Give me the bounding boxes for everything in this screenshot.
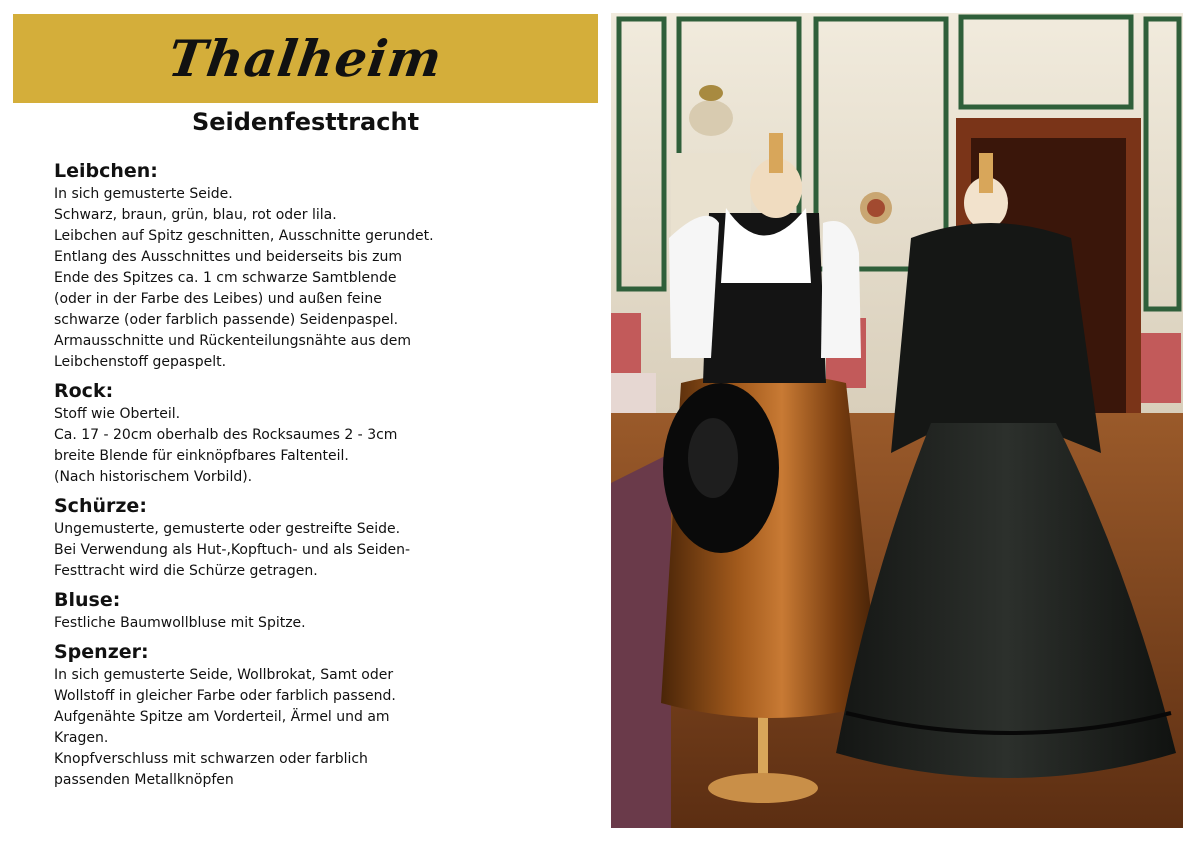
section-heading: Leibchen:: [54, 160, 158, 182]
text-line: In sich gemusterte Seide, Wollbrokat, Samt oder: [54, 667, 394, 683]
page-subtitle: Seidenfesttracht: [191, 108, 420, 136]
text-line: Knopfverschluss mit schwarzen oder farblich: [54, 751, 368, 767]
text-line: passenden Metallknöpfen: [54, 772, 234, 788]
text-line: Bei Verwendung als Hut-,Kopftuch- und als Seiden-: [54, 542, 411, 558]
text-line: breite Blende für einknöpfbares Faltenteil.: [54, 448, 349, 464]
text-line: Ende des Spitzes ca. 1 cm schwarze Samtblende: [54, 270, 397, 286]
text-line: (oder in der Farbe des Leibes) und außen feine: [54, 291, 382, 307]
section-rock: [54, 378, 594, 488]
text-line: Aufgenähte Spitze am Vorderteil, Ärmel und am: [54, 709, 390, 725]
text-line: In sich gemusterte Seide.: [54, 186, 233, 202]
text-line: Ungemusterte, gemusterte oder gestreifte Seide.: [54, 521, 401, 537]
banner-title: Thalheim: [164, 29, 447, 88]
section-heading: Rock:: [54, 380, 114, 402]
text-line: Leibchen auf Spitz geschnitten, Ausschnitte gerundet.: [54, 228, 434, 244]
section-body: [54, 665, 594, 791]
text-line: schwarze (oder farblich passende) Seidenpaspel.: [54, 312, 399, 328]
text-line: Entlang des Ausschnittes und beiderseits bis zum: [54, 249, 402, 265]
text-line: Kragen.: [54, 730, 109, 746]
text-line: Ca. 17 - 20cm oberhalb des Rocksaumes 2 - 3cm: [54, 427, 398, 443]
section-body: [54, 519, 594, 582]
section-leibchen: [54, 158, 594, 373]
section-heading: Spenzer:: [54, 641, 149, 663]
section-heading: Bluse:: [54, 589, 121, 611]
section-body: [54, 404, 594, 488]
text-line: (Nach historischem Vorbild).: [54, 469, 253, 485]
text-line: Wollstoff in gleicher Farbe oder farblich passend.: [54, 688, 396, 704]
section-body: [54, 613, 594, 634]
text-line: Schwarz, braun, grün, blau, rot oder lila.: [54, 207, 337, 223]
section-bluse: [54, 587, 594, 634]
text-line: Stoff wie Oberteil.: [54, 406, 181, 422]
description-text: [54, 158, 594, 796]
costume-photo: [611, 13, 1183, 828]
text-line: Armausschnitte und Rückenteilungsnähte aus dem: [54, 333, 412, 349]
section-schuerze: [54, 493, 594, 582]
section-heading: Schürze:: [54, 495, 147, 517]
text-line: Leibchenstoff gepaspelt.: [54, 354, 227, 370]
title-banner: [13, 14, 598, 103]
text-line: Festtracht wird die Schürze getragen.: [54, 563, 318, 579]
section-body: [54, 184, 594, 373]
text-line: Festliche Baumwollbluse mit Spitze.: [54, 615, 306, 631]
section-spenzer: [54, 639, 594, 791]
